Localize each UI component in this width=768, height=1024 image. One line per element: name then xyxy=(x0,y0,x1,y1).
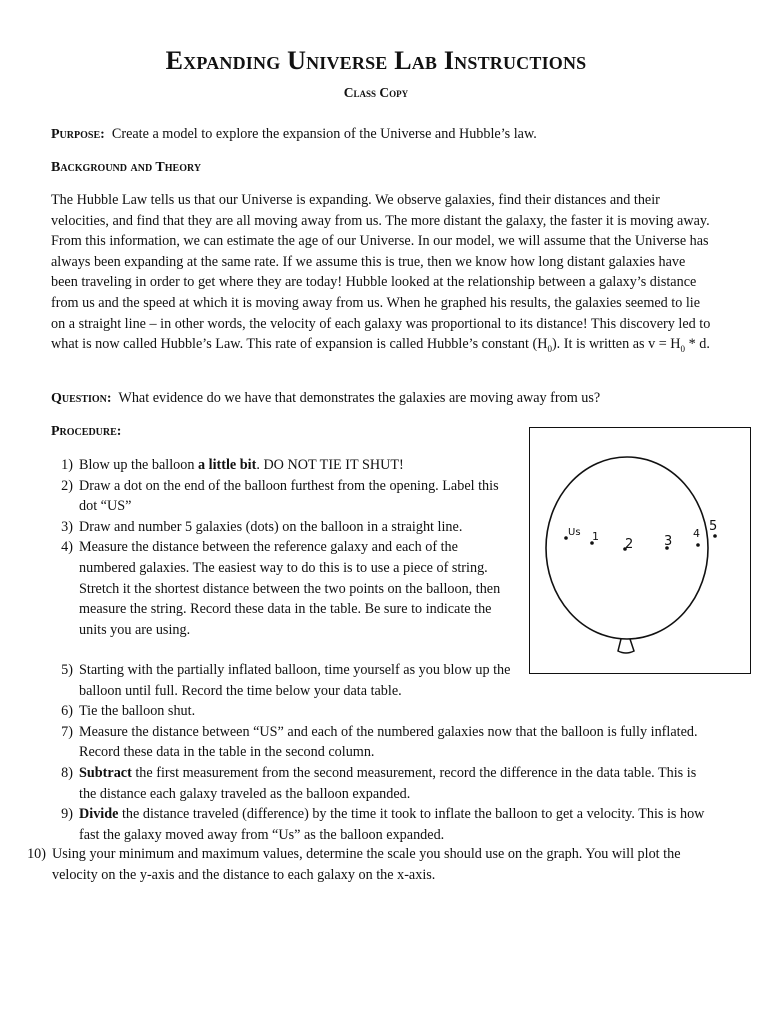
procedure-step: 10) Using your minimum and maximum values, determine the scale you should use on the graph. You will plot the velocity on the y-axis and the distance to each galaxy on the x-axis. xyxy=(27,846,681,883)
galaxy-label-3: 3 xyxy=(664,534,673,549)
procedure-steps-part-1 xyxy=(51,455,511,640)
galaxy-label-4: 4 xyxy=(693,527,700,540)
balloon-figure xyxy=(529,427,751,674)
balloon-knot xyxy=(618,639,634,653)
purpose-paragraph xyxy=(51,124,711,146)
procedure-step: 4) Measure the distance between the reference galaxy and each of the numbered galaxies. The easiest way to do this is to use a piece of string. Stretch it the shortest distance between the two points on the balloon, then measure the string. Record these data in the table. Be sure to indicate the units you are using. xyxy=(61,539,501,638)
galaxy-label-us: Us xyxy=(568,527,581,538)
procedure-step: 6) Tie the balloon shut. xyxy=(61,703,196,720)
procedure-steps-part-2 xyxy=(51,660,711,845)
question-text: What evidence do we have that demonstrates the galaxies are moving away from us? xyxy=(118,390,601,406)
procedure-step: 2) Draw a dot on the end of the balloon furthest from the opening. Label this dot “US” xyxy=(61,477,499,515)
procedure-step: 1) Blow up the balloon a little bit. DO NOT TIE IT SHUT! xyxy=(61,457,404,473)
balloon-drawing xyxy=(530,428,752,675)
purpose-text: Create a model to explore the expansion of the Universe and Hubble’s law. xyxy=(111,126,537,142)
procedure-step: 5) Starting with the partially inflated balloon, time yourself as you blow up the balloon until full. Record the time below your data table. xyxy=(61,662,511,699)
galaxy-label-1: 1 xyxy=(592,530,599,543)
background-heading: Background and Theory xyxy=(51,160,202,175)
procedure-steps-part-3 xyxy=(24,844,714,885)
question-paragraph xyxy=(51,388,711,410)
question-label: Question: xyxy=(51,391,112,406)
galaxy-label-5: 5 xyxy=(709,519,718,534)
procedure-step: 7) Measure the distance between “US” and each of the numbered galaxies now that the balloon is fully inflated. Record these data in the table in the second column. xyxy=(61,723,698,761)
procedure-heading: Procedure: xyxy=(51,424,122,439)
procedure-step: 3) Draw and number 5 galaxies (dots) on the balloon in a straight line. xyxy=(61,518,463,535)
procedure-step: 9) Divide the distance traveled (difference) by the time it took to inflate the balloon to get a velocity. This is how fast the galaxy moved away from “Us” as the balloon expanded. xyxy=(61,806,705,843)
page-title: Expanding Universe Lab Instructions xyxy=(165,46,587,75)
purpose-label: Purpose: xyxy=(51,127,105,142)
page-subtitle: Class Copy xyxy=(343,85,409,100)
procedure-step: 8) Subtract the first measurement from the second measurement, record the difference in the data table. This is the distance each galaxy traveled as the balloon expanded. xyxy=(61,764,697,802)
galaxy-label-2: 2 xyxy=(625,537,634,552)
galaxy-dot-5 xyxy=(713,534,717,538)
theory-paragraph: The Hubble Law tells us that our Universe is expanding. We observe galaxies, find their distances and their velocities, and find that they are all moving away from us. The more distant the galaxy, the faster it is moving away. From this information, we can estimate the age of our Universe. In our model, we will assume that the Universe has always been expanding at the same rate. If we assume this is true, then we know how long distant galaxies have been traveling in order to get where they are today! Hubble looked at the relationship between a galaxy’s distance from us and the speed at which it is moving away from us. When he graphed his results, the galaxies seemed to lie on a straight line – in other words, the velocity of each galaxy was proportional to its distance! This discovery led to what is now called Hubble’s Law. This rate of expansion is called Hubble’s constant $(H_0)$. It is written as $v = H_0 * d$. xyxy=(51,192,711,354)
galaxy-dot-4 xyxy=(696,543,700,547)
